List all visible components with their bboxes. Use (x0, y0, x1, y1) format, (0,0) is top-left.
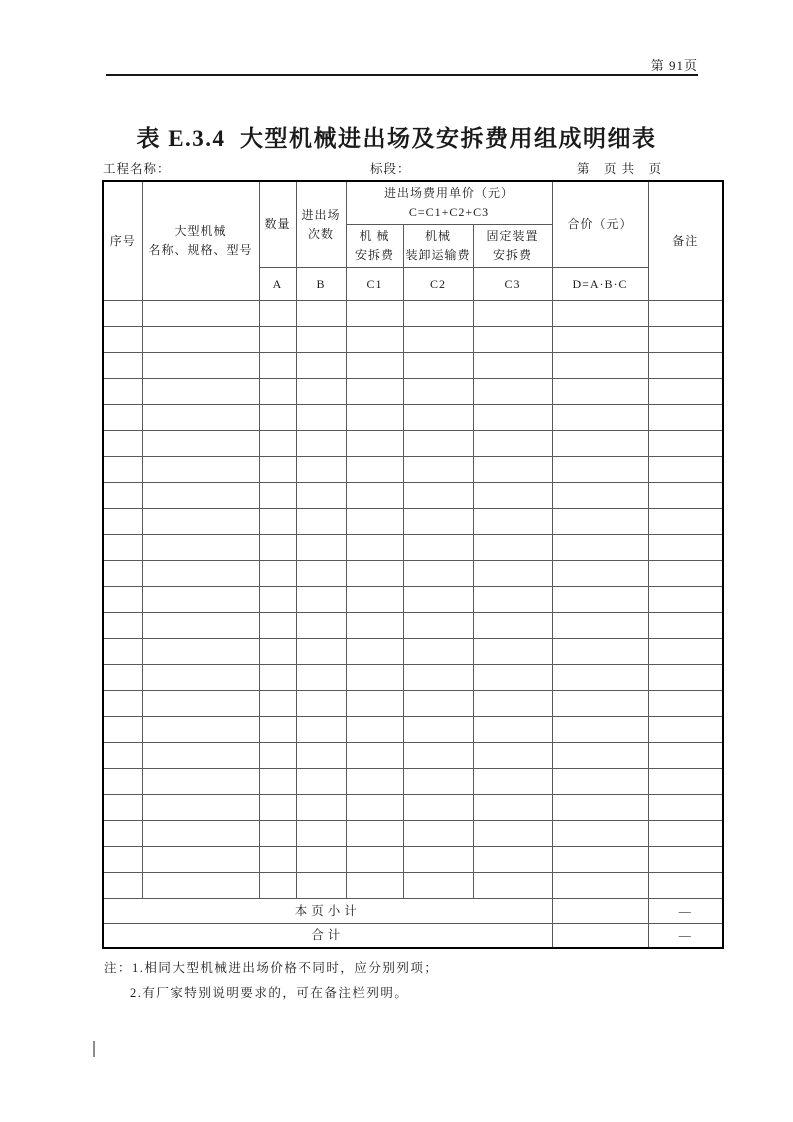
empty-cell (103, 483, 142, 509)
empty-cell (552, 457, 648, 483)
empty-cell (346, 847, 403, 873)
empty-cell (346, 327, 403, 353)
empty-cell (403, 665, 473, 691)
empty-cell (473, 561, 552, 587)
empty-cell (142, 509, 259, 535)
empty-cell (473, 769, 552, 795)
table-row (103, 327, 723, 353)
empty-cell (552, 405, 648, 431)
empty-cell (473, 613, 552, 639)
empty-cell (403, 379, 473, 405)
table-row (103, 353, 723, 379)
empty-cell (648, 821, 723, 847)
empty-cell (473, 353, 552, 379)
empty-cell (552, 561, 648, 587)
empty-cell (552, 587, 648, 613)
empty-cell (403, 301, 473, 327)
empty-cell (552, 483, 648, 509)
empty-cell (346, 509, 403, 535)
empty-cell (103, 665, 142, 691)
empty-cell (296, 587, 346, 613)
empty-cell (552, 379, 648, 405)
empty-cell (103, 301, 142, 327)
symbol-cell-c1: C1 (346, 268, 403, 301)
empty-cell (296, 379, 346, 405)
empty-cell (473, 509, 552, 535)
empty-cell (403, 509, 473, 535)
empty-cell (552, 639, 648, 665)
table-row (103, 743, 723, 769)
empty-cell (142, 535, 259, 561)
table-row (103, 561, 723, 587)
header-row-1 (103, 181, 723, 225)
empty-cell (403, 847, 473, 873)
empty-cell (473, 405, 552, 431)
empty-cell (346, 795, 403, 821)
table-row (103, 457, 723, 483)
table-row (103, 587, 723, 613)
machinery-cost-table (102, 180, 724, 949)
empty-cell (648, 327, 723, 353)
empty-cell (103, 613, 142, 639)
table-row (103, 665, 723, 691)
empty-cell (103, 639, 142, 665)
header-cell-c2: 机械 装卸运输费 (403, 225, 473, 268)
empty-cell (346, 405, 403, 431)
empty-cell (403, 587, 473, 613)
empty-cell (346, 457, 403, 483)
header-cell-remark: 备注 (648, 181, 723, 301)
empty-cell (259, 769, 296, 795)
empty-cell (142, 379, 259, 405)
empty-cell (103, 457, 142, 483)
empty-cell (259, 327, 296, 353)
empty-cell (648, 665, 723, 691)
empty-cell (142, 665, 259, 691)
empty-cell (259, 301, 296, 327)
note-line-1: 注：1.相同大型机械进出场价格不同时，应分别列项； (104, 961, 439, 975)
empty-cell (552, 873, 648, 899)
table-row (103, 431, 723, 457)
empty-cell (142, 457, 259, 483)
empty-cell (142, 613, 259, 639)
empty-cell (103, 379, 142, 405)
empty-cell (648, 483, 723, 509)
empty-cell (648, 509, 723, 535)
empty-cell (648, 587, 723, 613)
empty-cell (259, 665, 296, 691)
empty-cell (403, 535, 473, 561)
empty-cell (259, 847, 296, 873)
header-cell-unit-price-group: 进出场费用单价（元） C=C1+C2+C3 (346, 181, 552, 225)
header-cell-entry-exit-times: 进出场 次数 (296, 181, 346, 268)
empty-cell (142, 483, 259, 509)
empty-cell (346, 353, 403, 379)
empty-cell (648, 353, 723, 379)
empty-cell (403, 457, 473, 483)
symbol-cell-c3: C3 (473, 268, 552, 301)
empty-cell (648, 717, 723, 743)
empty-cell (473, 821, 552, 847)
empty-cell (552, 717, 648, 743)
empty-cell (346, 691, 403, 717)
empty-cell (296, 769, 346, 795)
empty-cell (473, 847, 552, 873)
empty-cell (142, 691, 259, 717)
page-subtotal-row (103, 899, 723, 924)
empty-cell (403, 639, 473, 665)
empty-cell (552, 691, 648, 717)
empty-cell (142, 717, 259, 743)
table-row (103, 405, 723, 431)
empty-cell (103, 587, 142, 613)
empty-cell (296, 743, 346, 769)
empty-cell (259, 509, 296, 535)
empty-cell (142, 405, 259, 431)
empty-cell (296, 327, 346, 353)
empty-cell (103, 717, 142, 743)
table-row (103, 535, 723, 561)
empty-cell (346, 613, 403, 639)
page-subtotal-remark-cell: — (648, 899, 723, 924)
empty-cell (296, 483, 346, 509)
empty-cell (103, 405, 142, 431)
header-rule (106, 74, 698, 76)
empty-cell (648, 847, 723, 873)
empty-cell (552, 353, 648, 379)
empty-cell (142, 353, 259, 379)
empty-cell (142, 301, 259, 327)
empty-cell (103, 353, 142, 379)
empty-cell (103, 691, 142, 717)
empty-cell (648, 795, 723, 821)
empty-cell (403, 795, 473, 821)
empty-cell (403, 691, 473, 717)
empty-cell (403, 821, 473, 847)
page-of-label: 第 页 共 页 (577, 162, 663, 176)
empty-cell (403, 561, 473, 587)
header-cell-total-price: 合价（元） (552, 181, 648, 268)
empty-cell (259, 873, 296, 899)
empty-cell (552, 431, 648, 457)
empty-cell (473, 457, 552, 483)
empty-cell (296, 301, 346, 327)
empty-cell (473, 379, 552, 405)
empty-cell (142, 769, 259, 795)
empty-cell (142, 327, 259, 353)
empty-cell (103, 743, 142, 769)
empty-cell (103, 535, 142, 561)
empty-cell (142, 873, 259, 899)
empty-cell (346, 821, 403, 847)
empty-cell (296, 795, 346, 821)
empty-cell (259, 639, 296, 665)
empty-cell (473, 431, 552, 457)
empty-cell (296, 639, 346, 665)
empty-cell (346, 873, 403, 899)
header-cell-c1: 机 械 安拆费 (346, 225, 403, 268)
empty-cell (473, 639, 552, 665)
empty-cell (103, 509, 142, 535)
empty-cell (403, 483, 473, 509)
table-row (103, 639, 723, 665)
empty-cell (103, 821, 142, 847)
empty-cell (403, 613, 473, 639)
empty-cell (552, 665, 648, 691)
empty-cell (648, 769, 723, 795)
empty-cell (552, 613, 648, 639)
empty-cell (473, 301, 552, 327)
empty-cell (346, 535, 403, 561)
empty-cell (648, 613, 723, 639)
empty-cell (473, 665, 552, 691)
empty-cell (552, 769, 648, 795)
empty-cell (403, 717, 473, 743)
empty-cell (346, 717, 403, 743)
empty-cell (296, 821, 346, 847)
note-line-2: 2.有厂家特别说明要求的，可在备注栏列明。 (130, 986, 409, 1000)
empty-cell (403, 873, 473, 899)
empty-cell (296, 457, 346, 483)
empty-cell (142, 795, 259, 821)
table-row (103, 717, 723, 743)
table-row (103, 769, 723, 795)
empty-cell (142, 561, 259, 587)
empty-cell (259, 405, 296, 431)
empty-cell (403, 431, 473, 457)
empty-cell (259, 743, 296, 769)
empty-cell (296, 509, 346, 535)
empty-cell (473, 691, 552, 717)
page-title: 表 E.3.4 大型机械进出场及安拆费用组成明细表 (136, 126, 657, 151)
empty-cell (346, 379, 403, 405)
empty-cell (259, 613, 296, 639)
empty-cell (403, 769, 473, 795)
empty-cell (473, 483, 552, 509)
empty-cell (648, 431, 723, 457)
empty-cell (648, 405, 723, 431)
table-row (103, 613, 723, 639)
empty-cell (103, 873, 142, 899)
empty-cell (648, 639, 723, 665)
table-row (103, 509, 723, 535)
header-cell-serial: 序号 (103, 181, 142, 301)
empty-cell (473, 873, 552, 899)
empty-cell (648, 691, 723, 717)
empty-cell (142, 639, 259, 665)
empty-cell (259, 379, 296, 405)
empty-cell (403, 353, 473, 379)
empty-cell (103, 795, 142, 821)
empty-cell (259, 717, 296, 743)
table-row (103, 847, 723, 873)
empty-cell (552, 509, 648, 535)
empty-cell (103, 769, 142, 795)
empty-cell (296, 847, 346, 873)
empty-cell (259, 535, 296, 561)
table-row (103, 795, 723, 821)
empty-cell (142, 743, 259, 769)
empty-cell (296, 405, 346, 431)
empty-cell (403, 327, 473, 353)
empty-cell (648, 535, 723, 561)
empty-cell (296, 535, 346, 561)
empty-cell (259, 587, 296, 613)
header-cell-machine: 大型机械 名称、规格、型号 (142, 181, 259, 301)
symbol-cell-d: D=A·B·C (552, 268, 648, 301)
empty-cell (403, 743, 473, 769)
table-row (103, 873, 723, 899)
empty-cell (259, 821, 296, 847)
scan-artifact-mark (93, 1041, 95, 1057)
empty-cell (552, 535, 648, 561)
table-row (103, 301, 723, 327)
empty-cell (259, 457, 296, 483)
table-body (103, 301, 723, 899)
empty-cell (142, 587, 259, 613)
empty-cell (103, 847, 142, 873)
header-cell-c3: 固定装置 安拆费 (473, 225, 552, 268)
header-cell-quantity: 数量 (259, 181, 296, 268)
table-notes (104, 956, 438, 1006)
empty-cell (648, 379, 723, 405)
empty-cell (473, 795, 552, 821)
empty-cell (103, 561, 142, 587)
empty-cell (103, 431, 142, 457)
empty-cell (346, 431, 403, 457)
empty-cell (473, 535, 552, 561)
empty-cell (648, 873, 723, 899)
empty-cell (403, 405, 473, 431)
empty-cell (473, 587, 552, 613)
grand-total-value-cell (552, 924, 648, 949)
empty-cell (552, 821, 648, 847)
grand-total-remark-cell: — (648, 924, 723, 949)
empty-cell (296, 613, 346, 639)
empty-cell (296, 353, 346, 379)
page-subtotal-label: 本页小计 (103, 899, 552, 924)
empty-cell (296, 691, 346, 717)
empty-cell (346, 743, 403, 769)
table-row (103, 821, 723, 847)
empty-cell (552, 847, 648, 873)
empty-cell (346, 769, 403, 795)
empty-cell (648, 561, 723, 587)
section-label: 标段： (370, 162, 411, 176)
empty-cell (346, 639, 403, 665)
empty-cell (552, 743, 648, 769)
empty-cell (259, 691, 296, 717)
symbol-cell-a: A (259, 268, 296, 301)
empty-cell (473, 743, 552, 769)
empty-cell (346, 561, 403, 587)
empty-cell (648, 743, 723, 769)
table-row (103, 379, 723, 405)
page-subtotal-value-cell (552, 899, 648, 924)
empty-cell (259, 353, 296, 379)
empty-cell (346, 587, 403, 613)
table-row (103, 483, 723, 509)
empty-cell (648, 457, 723, 483)
project-name-label: 工程名称： (103, 162, 171, 176)
empty-cell (296, 431, 346, 457)
corner-page-number: 第 91页 (650, 58, 698, 73)
empty-cell (259, 483, 296, 509)
empty-cell (296, 717, 346, 743)
empty-cell (552, 795, 648, 821)
empty-cell (346, 665, 403, 691)
empty-cell (142, 821, 259, 847)
grand-total-label: 合计 (103, 924, 552, 949)
empty-cell (259, 431, 296, 457)
empty-cell (552, 301, 648, 327)
symbol-cell-b: B (296, 268, 346, 301)
symbol-cell-c2: C2 (403, 268, 473, 301)
table-row (103, 691, 723, 717)
empty-cell (259, 561, 296, 587)
empty-cell (473, 327, 552, 353)
empty-cell (552, 327, 648, 353)
empty-cell (296, 561, 346, 587)
empty-cell (142, 431, 259, 457)
empty-cell (259, 795, 296, 821)
empty-cell (346, 301, 403, 327)
empty-cell (473, 717, 552, 743)
empty-cell (296, 665, 346, 691)
empty-cell (142, 847, 259, 873)
empty-cell (103, 327, 142, 353)
empty-cell (296, 873, 346, 899)
grand-total-row (103, 924, 723, 949)
meta-row (103, 159, 723, 177)
empty-cell (648, 301, 723, 327)
empty-cell (346, 483, 403, 509)
